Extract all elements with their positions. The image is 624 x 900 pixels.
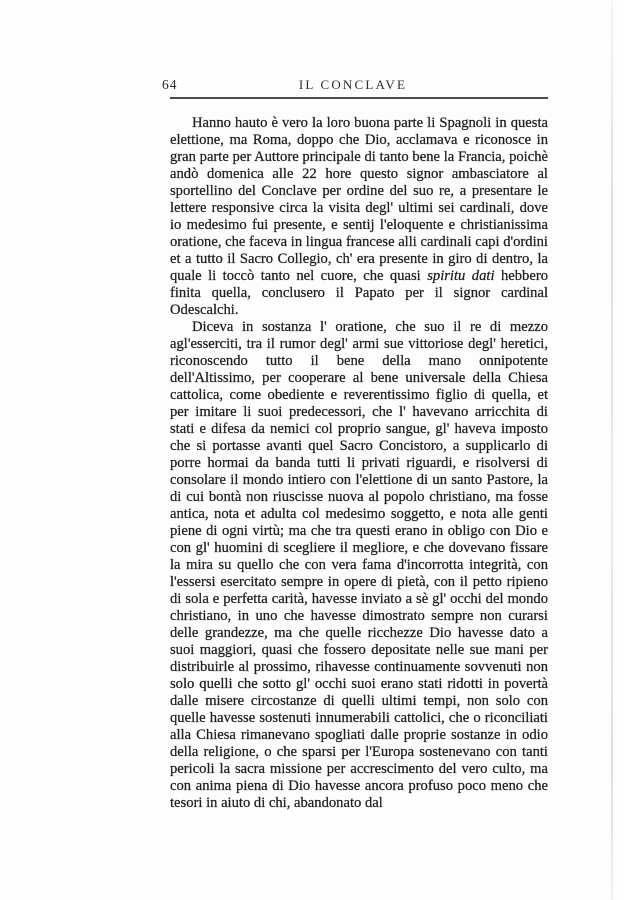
paragraph-1: [170, 115, 548, 319]
paragraph-1-text-a: Hanno hauto è vero la loro buona parte li Spagnoli in questa elettione, ma Roma, doppo che Dio, acclamava e riconosce in gran parte per Auttore principale di tanto bene la Francia, poichè andò domenica alle 22 hore questo signor ambasciatore al sportellino del Conclave per ordine del suo re, a presentare le lettere responsive circa la visita degl' ultimi sei cardinali, dove io medesimo fui presente, e sentij l'eloquente e christianissima oratione, che faceva in lingua francese alli cardinali capi d'ordini et a tutto il Sacro Collegio, ch' era presente in giro di dentro, la quale li toccò tanto nel cuore, che quasi: [170, 115, 548, 284]
paragraph-2: Diceva in sostanza l' oratione, che suo il re di mezzo agl'esserciti, tra il rumor degl' armi sue vittoriose degl' heretici, riconoscendo tutto il bene della mano onnipotente dell'Altissimo, per cooperare al bene universale della Chiesa cattolica, come obediente e reverentissimo figlio di quella, et per imitare li suoi predecessori, che l' havevano arricchita di stati e difesa da nemici col proprio sangue, gl' haveva imposto che si portasse avanti quel Sacro Concistoro, a supplicarlo di porre hormai da banda tutti li privati riguardi, e risolversi di consolare il mondo intiero con l'elettione di un santo Pastore, la di cui bontà non riuscisse nuova al popolo christiano, ma fosse antica, nota et adulta col medesimo soggetto, e nota alle genti piene di ogni virtù; ma che tra questi erano in obligo con Dio e con gl' huomini di scegliere il megliore, e che dovevano fissare la mira su quello che con vera fama d'incorrotta integrità, con l'essersi esercitato sempre in opere di pietà, con il petto ripieno di sola e perfetta carità, havesse inviato a sè gl' occhi del mondo christiano, in uno che havesse dimostrato sempre non curarsi delle grandezze, ma che quelle ricchezze Dio havesse dato a suoi maggiori, quasi che fossero depositate nelle sue mani per distribuirle al prossimo, rihavesse continuamente sovvenuti non solo quelli che sotto gl' occhi suoi erano stati ridotti in povertà dalle misere circostanze di quelli ultimi tempi, non solo con quelle havesse sostenuti innumerabili cattolici, che o riconciliati alla Chiesa rimanevano spogliati dalle proprie sostanze in odio della religione, o che sparsi per l'Europa sostenevano con tanti pericoli la sacra missione per accrescimento del vero culto, ma con anima piena di Dio havesse ancora profuso poco meno che tesori in aiuto di chi, abandonato dal: [170, 319, 548, 811]
header-rule: [170, 97, 548, 99]
page-header: [162, 76, 548, 92]
page-body: [170, 115, 548, 812]
page-content: [162, 76, 548, 812]
paragraph-1-text-b: hebbero finita quella, conclusero il Papato per il signor cardinal Odescalchi.: [170, 268, 548, 318]
page-edge-shadow: [611, 0, 613, 900]
running-title: IL CONCLAVE: [298, 77, 408, 92]
page-number: 64: [162, 77, 178, 92]
italic-phrase: spiritu dati: [427, 268, 495, 284]
